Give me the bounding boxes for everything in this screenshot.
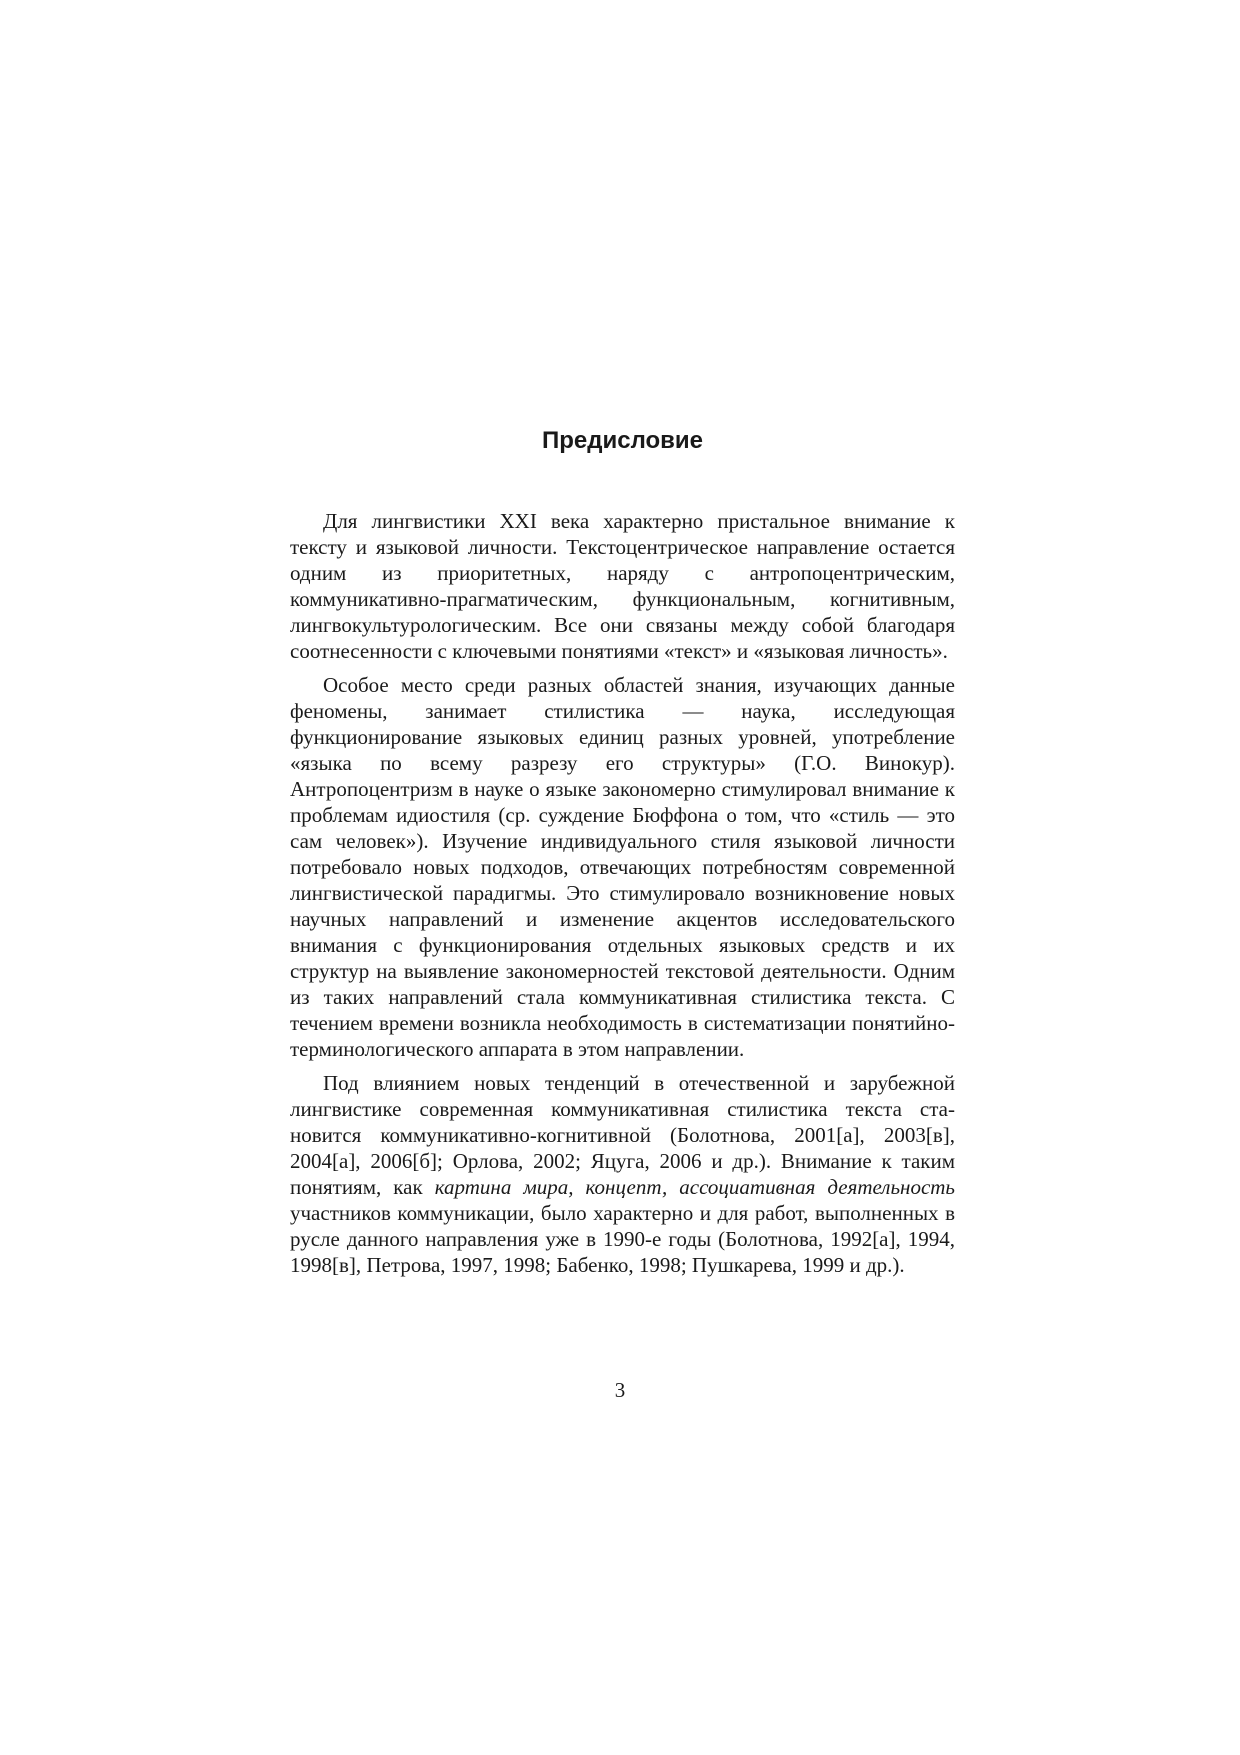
paragraph-3-text-after: участников коммуникации, было характерно и для работ, выполненных в русле данного направления уже в 1990-е годы (Болотнова, 1992[а], 1994, 1998[в], Петрова, 1997, 1998; Бабенко, 1998; Пушкарева, 1999 и др.). <box>290 1201 955 1277</box>
body-text <box>290 508 955 1278</box>
paragraph-3 <box>290 1070 955 1278</box>
paragraph-1: Для лингвистики XXI века характерно пристальное внимание к тексту и языковой личности. Текстоцентрическое направление остается одним из приоритетных, наряду с антропоцентрическим, коммуникативно-прагматическим, функциональным, когнитивным, лингвокультурологическим. Все они связаны между собой благодаря соотнесенности с ключевыми понятиями «текст» и «языковая личность». <box>290 509 955 663</box>
page-number: 3 <box>614 1378 626 1402</box>
paragraph-3-text-before: Под влиянием новых тенденций в отечественной и зарубежной лингвистике современная коммуникативная стилистика текста становится коммуникативно-когнитивной (Болотнова, 2001[а], 2003[в], 2004[а], 2006[б]; Орлова, 2002; Яцуга, 2006 и др.). Внимание к таким понятиям, как <box>290 1071 955 1199</box>
page-title: Предисловие <box>541 427 704 454</box>
paragraph-3-italic-terms: картина мира, концепт, ассоциативная деятельность <box>434 1175 955 1199</box>
paragraph-2: Особое место среди разных областей знания, изучающих данные феномены, занимает стилистика — наука, исследующая функционирование языковых единиц разных уровней, употребление «языка по всему разрезу его структуры» (Г.О. Винокур). Антропоцентризм в науке о языке закономерно стимулировал внимание к проблемам идиостиля (ср. суждение Бюффона о том, что «стиль — это сам человек»). Изучение индивидуального стиля языковой личности потребовало новых подходов, отвечающих потребностям современной лингвистической парадигмы. Это стимулировало возникновение новых научных направлений и изменение акцентов исследовательского внимания с функционирования отдельных языковых средств и их структур на выявление закономерностей текстовой деятельности. Одним из таких направлений стала коммуникативная стилистика текста. С течением времени возникла необходимость в систематизации понятийно-терминологического аппарата в этом направлении. <box>290 673 955 1061</box>
